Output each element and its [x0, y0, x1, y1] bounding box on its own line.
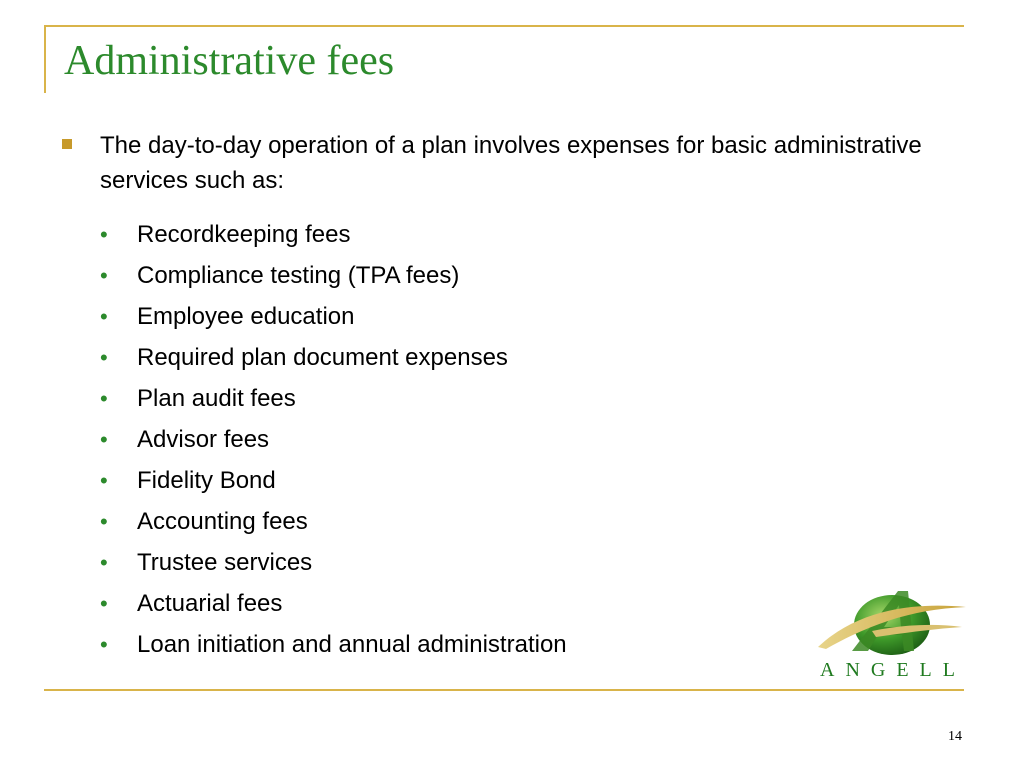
list-item: • Plan audit fees: [100, 381, 800, 422]
top-rule: [44, 25, 964, 27]
list-item: • Accounting fees: [100, 504, 800, 545]
list-item: • Advisor fees: [100, 422, 800, 463]
dot-bullet-icon: •: [100, 222, 108, 247]
dot-bullet-icon: •: [100, 345, 108, 370]
dot-bullet-icon: •: [100, 591, 108, 616]
angell-logo: [812, 585, 972, 685]
intro-paragraph: [62, 128, 922, 198]
dot-bullet-icon: •: [100, 632, 108, 657]
left-rule: [44, 25, 46, 93]
dot-bullet-icon: •: [100, 386, 108, 411]
list-item: • Recordkeeping fees: [100, 217, 800, 258]
list-item: • Trustee services: [100, 545, 800, 586]
page-number: 14: [948, 729, 962, 744]
square-bullet-icon: [62, 139, 72, 149]
dot-bullet-icon: •: [100, 509, 108, 534]
list-item: • Employee education: [100, 299, 800, 340]
dot-bullet-icon: •: [100, 468, 108, 493]
list-item: • Compliance testing (TPA fees): [100, 258, 800, 299]
intro-text: The day-to-day operation of a plan involves expenses for basic administrative services such as:: [100, 132, 922, 194]
angell-logo-icon: [812, 585, 972, 657]
dot-bullet-icon: •: [100, 263, 108, 288]
bottom-rule: [44, 689, 964, 691]
logo-wordmark: ANGELL: [820, 659, 966, 681]
fee-list: [100, 217, 800, 668]
list-item: • Actuarial fees: [100, 586, 800, 627]
list-item: • Loan initiation and annual administration: [100, 627, 800, 668]
list-item: • Fidelity Bond: [100, 463, 800, 504]
slide-title: Administrative fees: [64, 38, 395, 84]
list-item: • Required plan document expenses: [100, 340, 800, 381]
dot-bullet-icon: •: [100, 304, 108, 329]
dot-bullet-icon: •: [100, 427, 108, 452]
dot-bullet-icon: •: [100, 550, 108, 575]
